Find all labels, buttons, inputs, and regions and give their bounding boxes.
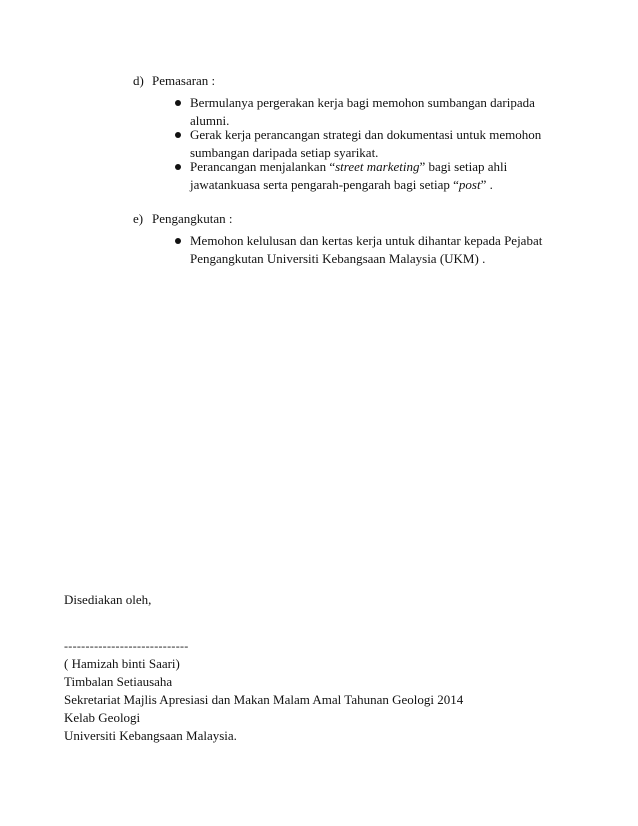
bullet-icon bbox=[175, 100, 181, 106]
text-run: ” bagi setiap ahli bbox=[419, 159, 508, 174]
bullet-icon bbox=[175, 238, 181, 244]
bullet-icon bbox=[175, 164, 181, 170]
list-item-line bbox=[190, 158, 507, 176]
prepared-by: Disediakan oleh, bbox=[64, 592, 152, 607]
section-d-title: Pemasaran : bbox=[152, 73, 216, 88]
signatory-role: Timbalan Setiausaha bbox=[64, 674, 173, 689]
section-e-title: Pengangkutan : bbox=[152, 211, 233, 226]
list-item-line: Pengangkutan Universiti Kebangsaan Malaysia (UKM) . bbox=[190, 251, 486, 266]
signatory-org: Sekretariat Majlis Apresiasi dan Makan Malam Amal Tahunan Geologi 2014 bbox=[64, 692, 464, 707]
text-run: Perancangan menjalankan “ bbox=[190, 159, 336, 174]
list-item-line: sumbangan daripada setiap syarikat. bbox=[190, 145, 379, 160]
signatory-club: Kelab Geologi bbox=[64, 710, 141, 725]
section-d-label: d) bbox=[133, 73, 144, 88]
signatory-name: ( Hamizah binti Saari) bbox=[64, 656, 180, 671]
bullet-icon bbox=[175, 132, 181, 138]
list-item-line: alumni. bbox=[190, 113, 230, 128]
emphasis-text: post bbox=[458, 177, 481, 192]
section-e-label: e) bbox=[133, 211, 144, 226]
text-run: ” . bbox=[480, 177, 493, 192]
list-item-line: Bermulanya pergerakan kerja bagi memohon sumbangan daripada bbox=[190, 95, 535, 110]
text-run: jawatankuasa serta pengarah-pengarah bagi setiap “ bbox=[190, 177, 459, 192]
list-item-line: Gerak kerja perancangan strategi dan dokumentasi untuk memohon bbox=[190, 127, 542, 142]
signature-line: ----------------------------- bbox=[64, 639, 189, 653]
signatory-university: Universiti Kebangsaan Malaysia. bbox=[64, 728, 237, 743]
list-item-line bbox=[190, 176, 493, 194]
list-item-line: Memohon kelulusan dan kertas kerja untuk dihantar kepada Pejabat bbox=[190, 233, 543, 248]
emphasis-text: street marketing bbox=[335, 159, 420, 174]
